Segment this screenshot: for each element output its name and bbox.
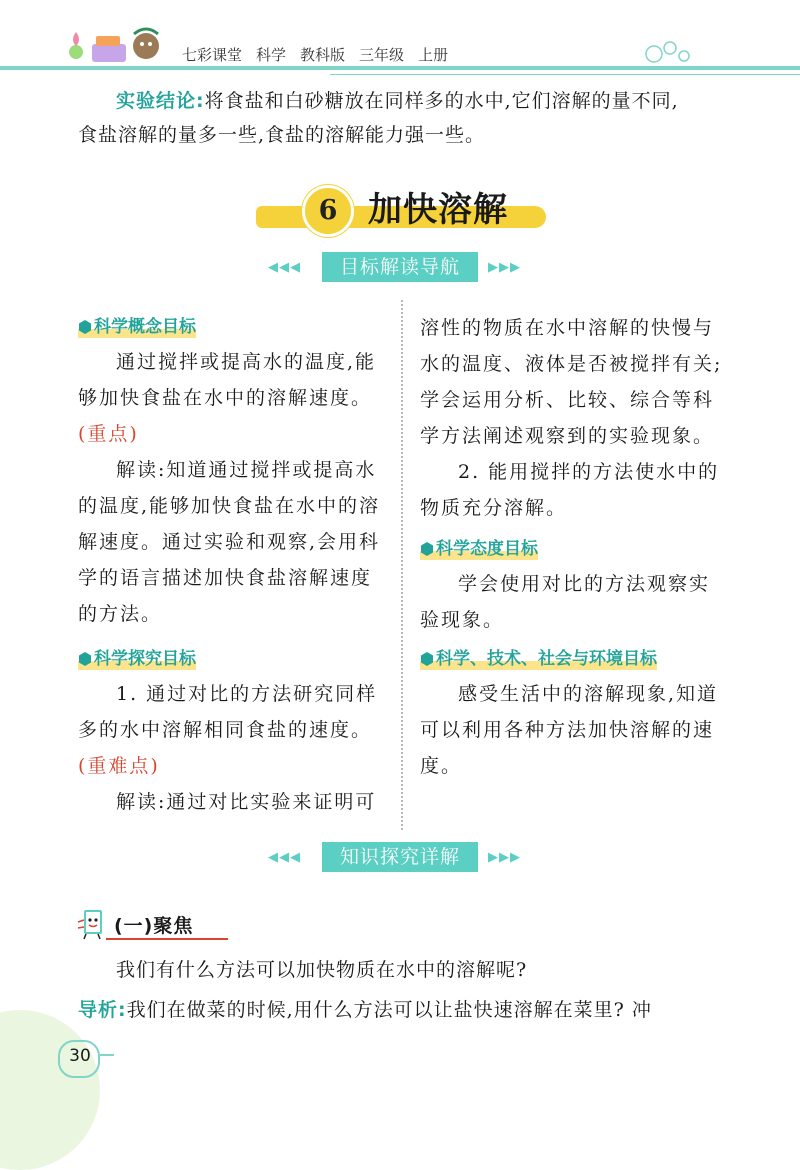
hexagon-icon — [420, 542, 434, 556]
focus-question: 我们有什么方法可以加快物质在水中的溶解呢? — [116, 959, 528, 981]
grade-name: 三年级 — [359, 46, 405, 64]
right-column-b — [420, 566, 730, 638]
banner-goals-label: 目标解读导航 — [322, 252, 478, 282]
conclusion-paragraph — [78, 84, 728, 152]
header-rule — [0, 66, 800, 70]
difficulty-tag: (重难点) — [78, 755, 160, 777]
stse-goal-text: 感受生活中的溶解现象,知道可以利用各种方法加快溶解的速度。 — [420, 683, 719, 777]
key-point-tag: (重点) — [78, 423, 139, 445]
column-divider — [401, 300, 403, 830]
inquiry-goal-explanation: 解读:通过对比实验来证明可 — [116, 791, 377, 813]
conclusion-label: 实验结论: — [116, 90, 205, 112]
chapter-title: 加快溶解 — [368, 190, 508, 230]
chapter-number: 6 — [302, 185, 354, 237]
left-arrows-icon: ◀◀◀ — [268, 260, 301, 275]
right-column-c — [420, 676, 730, 784]
bubbles-icon — [640, 36, 700, 66]
right-arrows-icon: ▶▶▶ — [488, 850, 521, 865]
conclusion-line1: 将食盐和白砂糖放在同样多的水中,它们溶解的量不同, — [204, 90, 679, 112]
hexagon-icon — [420, 652, 434, 666]
book-mascot-icon — [76, 906, 106, 940]
left-arrows-icon: ◀◀◀ — [268, 850, 301, 865]
section-banner-knowledge — [0, 842, 800, 874]
heading-concept-goal-text: 科学概念目标 — [94, 317, 196, 337]
volume-name: 上册 — [418, 46, 449, 64]
hexagon-icon — [78, 652, 92, 666]
conclusion-line2: 食盐溶解的量多一些,食盐的溶解能力强一些。 — [78, 124, 486, 146]
right-arrows-icon: ▶▶▶ — [488, 260, 521, 275]
subject-name: 科学 — [256, 46, 287, 64]
series-logo-icon — [62, 14, 172, 70]
banner-knowledge-label: 知识探究详解 — [322, 842, 478, 872]
heading-attitude-goal-text: 科学态度目标 — [436, 539, 538, 559]
heading-inquiry-goal-text: 科学探究目标 — [94, 649, 196, 669]
inquiry-explanation-cont: 溶性的物质在水中溶解的快慢与水的温度、液体是否被搅拌有关;学会运用分析、比较、综合等科学方法阐述观察到的实验现象。 — [420, 317, 723, 447]
hexagon-icon — [78, 320, 92, 334]
edition-name: 教科版 — [300, 46, 346, 64]
heading-attitude-goal — [420, 536, 538, 562]
header-title — [182, 44, 462, 65]
section-banner-goals — [0, 252, 800, 284]
heading-stse-goal-text: 科学、技术、社会与环境目标 — [436, 649, 657, 669]
right-column-a — [420, 310, 730, 526]
focus-title: (一)聚焦 — [114, 915, 194, 937]
inquiry-goal-2: 2. 能用搅拌的方法使水中的物质充分溶解。 — [420, 461, 720, 519]
attitude-goal-text: 学会使用对比的方法观察实验现象。 — [420, 573, 711, 631]
left-column-a — [78, 344, 384, 632]
heading-concept-goal — [78, 314, 196, 340]
series-name: 七彩课堂 — [182, 46, 243, 64]
page-number: 30 — [69, 1046, 91, 1066]
page-corner-decoration — [0, 1010, 100, 1170]
inquiry-goal-text: 1. 通过对比的方法研究同样多的水中溶解相同食盐的速度。 — [78, 683, 378, 741]
header-rule-thin — [330, 74, 800, 75]
analysis-label: 导析: — [78, 999, 127, 1021]
heading-stse-goal — [420, 646, 657, 672]
concept-goal-explanation: 解读:知道通过搅拌或提高水的温度,能够加快食盐在水中的溶解速度。通过实验和观察,会用科学的语言描述加快食盐溶解速度的方法。 — [78, 459, 381, 625]
page-header — [0, 0, 800, 80]
focus-body — [78, 952, 728, 1028]
left-column-b — [78, 676, 384, 820]
page-number-rule — [100, 1054, 114, 1056]
concept-goal-text: 通过搅拌或提高水的温度,能够加快食盐在水中的溶解速度。 — [78, 351, 377, 409]
heading-inquiry-goal — [78, 646, 196, 672]
focus-title-underline — [106, 938, 228, 940]
analysis-text: 我们在做菜的时候,用什么方法可以让盐快速溶解在菜里? 冲 — [126, 999, 652, 1021]
